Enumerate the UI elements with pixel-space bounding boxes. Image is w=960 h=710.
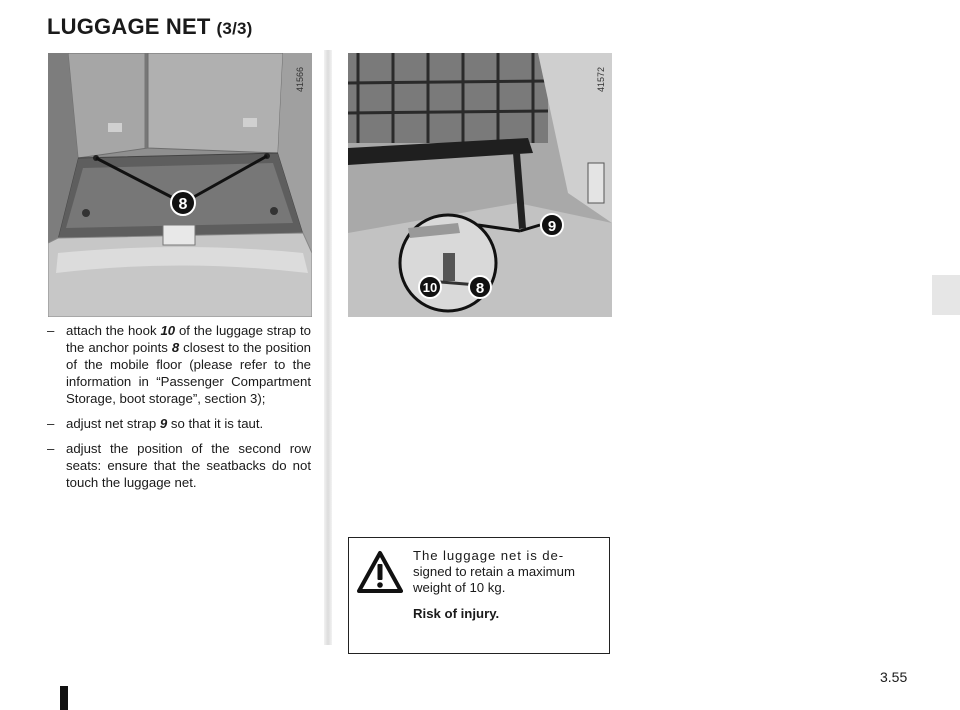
warning-line-1: The luggage net is de- [413, 548, 565, 563]
column-divider [324, 50, 332, 645]
warning-emphasis: Risk of injury. [413, 606, 500, 621]
step-dash: – [47, 416, 55, 431]
boot-anchor-illustration [48, 53, 312, 317]
callout-10 [419, 276, 441, 298]
step-1-text-a: attach the hook [66, 323, 161, 338]
callout-8b-label: 8 [475, 280, 485, 297]
step-1-ref-hook: 10 [160, 323, 176, 338]
callout-8b [469, 276, 491, 298]
instruction-list [47, 322, 311, 499]
callout-8-label: 8 [178, 196, 188, 213]
corner-mark [60, 686, 68, 710]
step-dash: – [47, 323, 55, 338]
step-1-text-c: closest to the position of the mobile floor (please refer to the information in “Passenger Compartment Storage, boot storage”, section 3); [66, 340, 312, 406]
warning-line-2: signed to retain a maximum weight of 10 kg. [413, 564, 575, 595]
step-3-text: adjust the position of the second row seats: ensure that the seatbacks do not touch the luggage net. [66, 441, 311, 490]
step-2-ref-strap: 9 [159, 416, 168, 431]
instruction-step-3 [47, 440, 311, 491]
boot-illustration-drawing [48, 53, 312, 317]
title-part: (3/3) [216, 19, 253, 38]
net-illustration-drawing [348, 53, 612, 317]
callout-10-label: 10 [422, 280, 438, 295]
step-1-text-b: of the luggage strap to the anchor points [66, 323, 311, 355]
title-main: LUGGAGE NET [47, 14, 211, 39]
step-2-text-b: so that it is taut. [167, 416, 264, 431]
step-1-ref-anchor: 8 [171, 340, 180, 355]
warning-box [348, 537, 610, 654]
net-strap-illustration [348, 53, 612, 317]
callout-9-label: 9 [547, 218, 557, 235]
page-title [47, 14, 253, 40]
warning-triangle-icon [357, 550, 403, 599]
callout-9 [541, 214, 563, 236]
step-2-text-a: adjust net strap [66, 416, 160, 431]
figure-reference-1: 41566 [295, 66, 305, 92]
page-number: 3.55 [880, 669, 908, 685]
figure-reference-2: 41572 [596, 66, 606, 92]
warning-text [413, 548, 603, 632]
instruction-step-1 [47, 322, 311, 407]
step-dash: – [47, 441, 55, 456]
callout-8 [171, 191, 195, 215]
instruction-step-2 [47, 415, 311, 432]
section-thumb-tab [932, 275, 960, 315]
